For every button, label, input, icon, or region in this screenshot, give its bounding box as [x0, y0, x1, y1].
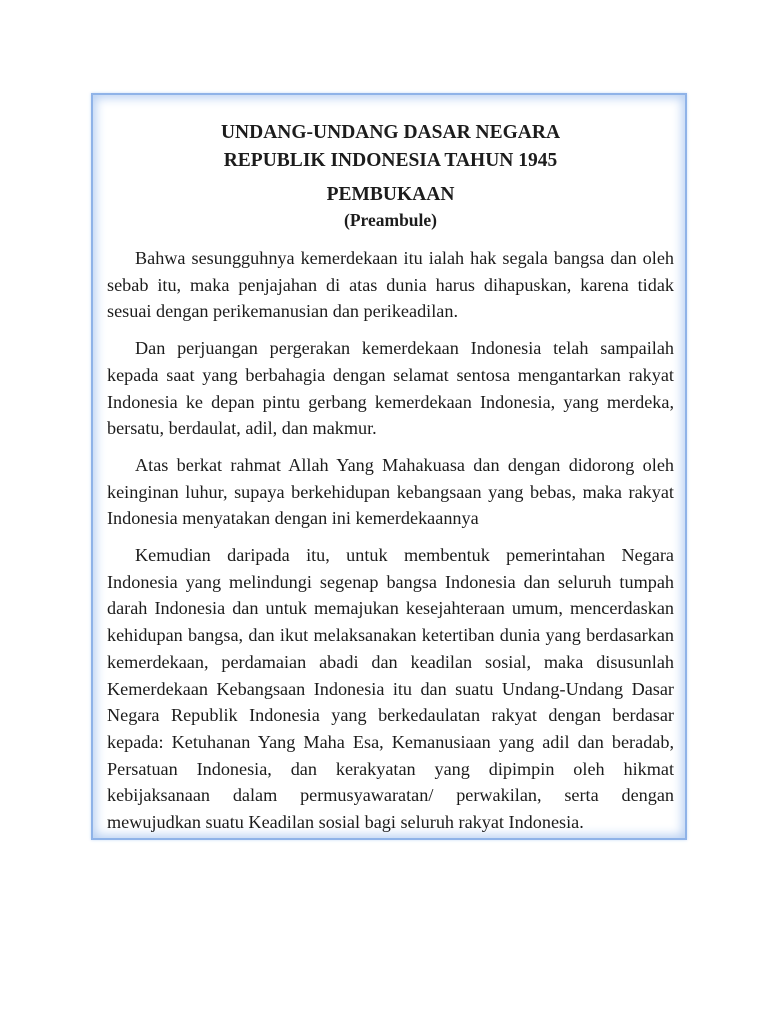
title-line-1: UNDANG-UNDANG DASAR NEGARA: [220, 122, 561, 143]
section-heading: PEMBUKAAN: [326, 184, 455, 205]
title-line-2: REPUBLIK INDONESIA TAHUN 1945: [223, 150, 558, 171]
document-frame: [91, 93, 687, 840]
section-subheading: (Preambule): [344, 210, 437, 230]
paragraph-1: Bahwa sesungguhnya kemerdekaan itu ialah hak segala bangsa dan oleh sebab itu, maka penjajahan di atas dunia harus dihapuskan, karena tidak sesuai dengan perikemanusian dan perikeadilan.: [107, 248, 674, 322]
paragraph-3: Atas berkat rahmat Allah Yang Mahakuasa dan dengan didorong oleh keinginan luhur, supaya berkehidupan kebangsaan yang bebas, maka rakyat Indonesia menyatakan dengan ini kemerdekaannya: [107, 454, 674, 529]
paragraph-2: Dan perjuangan pergerakan kemerdekaan Indonesia telah sampailah kepada saat yang berbahagia dengan selamat sentosa mengantarkan rakyat Indonesia ke depan pintu gerbang kemerdekaan Indonesia, yang merdeka, bersatu, berdaulat, adil, dan makmur.: [107, 338, 674, 439]
paragraph-4: Kemudian daripada itu, untuk membentuk pemerintahan Negara Indonesia yang melindungi segenap bangsa Indonesia dan seluruh tumpah darah Indonesia dan untuk memajukan kesejahteraan umum, mencerdaskan kehidupan bangsa, dan ikut melaksanakan ketertiban dunia yang berdasarkan kemerdekaan, perdamaian abadi dan keadilan sosial, maka disusunlah Kemerdekaan Kebangsaan Indonesia itu dan suatu Undang-Undang Dasar Negara Republik Indonesia yang berkedaulatan rakyat dengan berdasar kepada: Ketuhanan Yang Maha Esa, Kemanusiaan yang adil dan beradab, Persatuan Indonesia, dan kerakyatan yang dipimpin oleh hikmat kebijaksanaan dalam permusyawaratan/ perwakilan, serta dengan mewujudkan suatu Keadilan sosial bagi seluruh rakyat Indonesia.: [107, 545, 674, 833]
document-content: [107, 119, 674, 836]
